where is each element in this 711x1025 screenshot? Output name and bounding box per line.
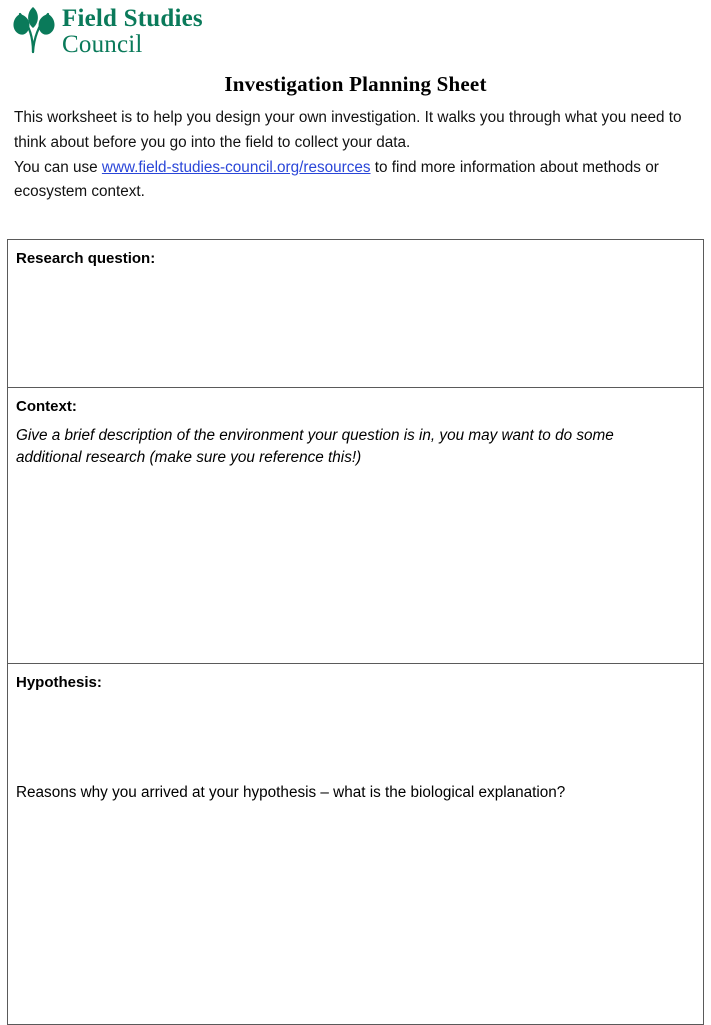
section-instruction: Give a brief description of the environment your question is in, you may want to do some additional research (make sure you reference this!) bbox=[16, 426, 614, 466]
section-label: Research question: bbox=[16, 250, 156, 267]
section-subprompt: Reasons why you arrived at your hypothesis – what is the biological explanation? bbox=[16, 784, 566, 801]
intro-suffix: to find more information about methods or ecosystem context. bbox=[14, 158, 659, 201]
leaf-icon bbox=[10, 4, 56, 54]
logo-line-1: Field Studies bbox=[62, 5, 203, 32]
intro-prefix: You can use bbox=[14, 158, 102, 176]
logo-line-2: Council bbox=[62, 31, 143, 58]
section-research-question[interactable] bbox=[8, 240, 703, 388]
page-title: Investigation Planning Sheet bbox=[224, 72, 487, 96]
intro-paragraph-1: This worksheet is to help you design your own investigation. It walks you through what you need to think about before you go into the field to collect your data. bbox=[14, 109, 682, 151]
fsc-logo-text bbox=[62, 4, 203, 57]
intro-paragraph-2 bbox=[14, 156, 686, 206]
intro-text bbox=[14, 106, 686, 205]
section-context[interactable] bbox=[8, 388, 703, 664]
worksheet-sections bbox=[7, 239, 704, 1025]
section-label: Hypothesis: bbox=[16, 674, 102, 691]
resources-link[interactable]: www.field-studies-council.org/resources bbox=[101, 158, 371, 176]
fsc-logo bbox=[10, 4, 203, 57]
section-hypothesis[interactable] bbox=[8, 664, 703, 1024]
section-label: Context: bbox=[16, 398, 77, 415]
